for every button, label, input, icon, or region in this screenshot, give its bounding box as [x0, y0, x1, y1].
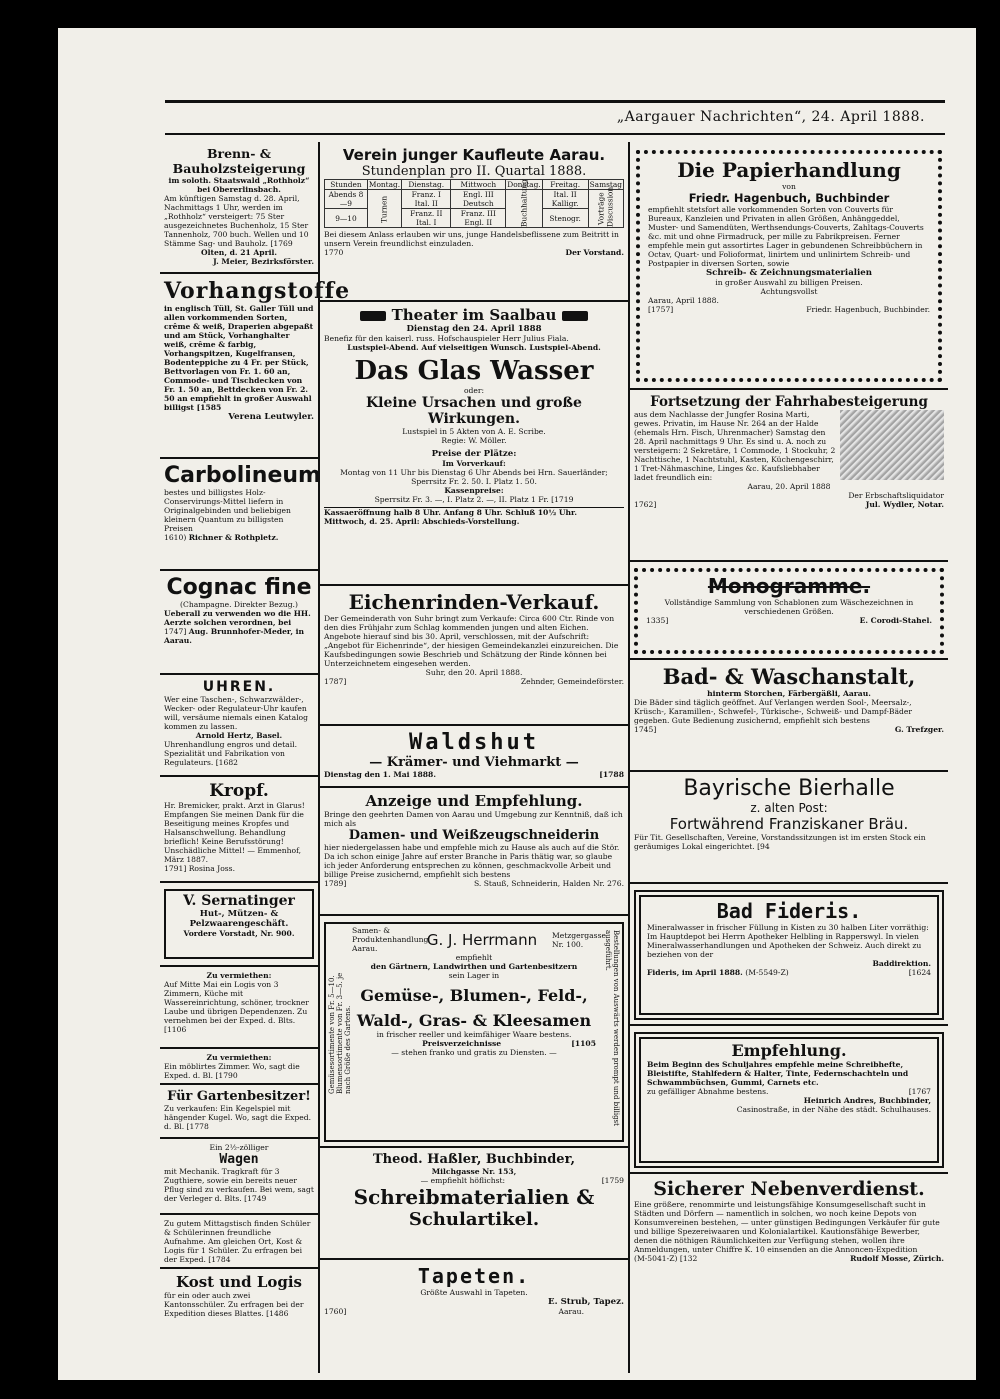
ad-number: [94: [757, 842, 770, 851]
ad-tapeten: [320, 1262, 628, 1342]
schedule-table: [324, 179, 624, 228]
ad-line: Fortwährend Franziskaner Bräu.: [669, 815, 909, 833]
ad-signature: E. Strub, Tapez.: [548, 1297, 624, 1307]
schedule-header-cell: Montag.: [368, 180, 401, 189]
ad-footer: Uhrenhandlung engros und detail. Spezialität und Fabrikation von Regulateurs. [1682: [164, 740, 297, 767]
ad-title: Vorhangstoffe: [164, 278, 351, 304]
ad-title: V. Sernatinger: [183, 893, 295, 909]
ad-title: Theod. Haßler, Buchbinder,: [372, 1152, 576, 1167]
ad-title: G. J. Herrmann: [426, 930, 538, 949]
ad-line: Benefiz für den kaiserl. russ. Hofschauspieler Herr Julius Fiala.: [324, 334, 569, 343]
ad-subtitle: z. alten Post:: [750, 801, 828, 815]
ad-number: 1770: [324, 248, 344, 257]
prices-kasse-text: Sperrsitz Fr. 3. —, I. Platz 2. —, II. Platz 1 Fr. [1719: [374, 495, 574, 504]
ad-title: Anzeige und Empfehlung.: [365, 792, 583, 810]
schedule-cell: Stenogr.: [542, 209, 588, 228]
ad-body: empfiehlt stetsfort alle vorkommenden Sorten von Couverts für Bureaux, Kanzleien und Privaten in allen Größen, Anhänggeddel, Muster- und Samendüten, Werthsendungs-Couverts, Zahltags-Couverts &c. mit und ohne Firmadruck, per mille zu Fabrikpreisen. Ferner empfehle mein gut assortirtes Lager in gebundenen Schreibbüchern in Octav, Quart- und Folioformat, linirtem und unlinirtem Schreib- und Postpapier in diversen Sorten, sowie: [648, 205, 924, 268]
ad-big-2: Schulartikel.: [408, 1209, 540, 1230]
ad-signature: S. Stauß, Schneiderin, Halden Nr. 276.: [473, 879, 624, 888]
play-title: Das Glas Wasser: [354, 356, 594, 386]
schedule-header-cell: Samstag: [589, 180, 622, 189]
schedule-header-cell: Donstag.: [507, 180, 541, 189]
ad-number: 1791]: [164, 864, 187, 873]
ad-zu-vermiethen-2: [160, 1051, 318, 1085]
ad-title: Fortsetzung der Fahrhabesteigerung: [650, 394, 928, 410]
ad-body: Der Gemeinderath von Suhr bringt zum Verkaufe: Circa 600 Ctr. Rinde von den dies Frühjahr zum Schlag kommenden jungen und alten Eichen. Angebote hierauf sind bis 30. April, verschlossen, mit der Aufschrift: „Angebot für Eichenrinde“, der hiesigen Gemeindekanzlei einzureichen. Die Kaufsbedingungen sowie Beschrieb und Schätzung der Rinde können bei Unterzeichnetem eingesehen werden.: [324, 614, 619, 668]
ad-date: Dienstag den 24. April 1888: [406, 324, 542, 334]
ad-uhren: [160, 677, 318, 777]
ad-subtitle: Hut-, Mützen- & Pelzwaarengeschäft.: [189, 909, 289, 929]
ad-title: Eichenrinden-Verkauf.: [348, 590, 600, 614]
ad-pv: Preisverzeichnisse: [422, 1039, 502, 1048]
ad-body: Vollständige Sammlung von Schablonen zum Wäschezeichnen in verschiedenen Größen.: [664, 598, 914, 616]
schedule-header-cell: Freitag.: [542, 180, 588, 190]
ad-right-label: Metzgergasse Nr. 100.: [551, 930, 606, 949]
ad-body: Am künftigen Samstag d. 28. April, Nachmittags 1 Uhr, werden im „Rothholz“ versteigert: 75 Ster ausgezeichnetes Buchenholz, 15 Ster Tannenholz, 700 buch. Wellen und 10 Stämme Sag- und Bauholz. [1769: [164, 194, 309, 248]
ad-date: Dienstag den 1. Mai 1888.: [324, 770, 436, 779]
schedule-cell: Turnen: [367, 190, 401, 228]
ad-waschanstalt: [630, 662, 948, 772]
ad-body: Zu gutem Mittagstisch finden Schüler & Schülerinnen freundliche Aufnahme. Am gleichen Ort, Kost & Logis für 1 Schüler. Zu erfragen bei der Exped. [1784: [164, 1219, 311, 1264]
ad-title: Bayrische Bierhalle: [683, 776, 895, 801]
ad-kost-logis: [160, 1271, 318, 1341]
ad-eichenrinden: [320, 588, 628, 726]
ad-subtitle: (Champagne. Direkter Bezug.): [180, 600, 298, 609]
ad-number: [1105: [571, 1039, 596, 1048]
page-header: [165, 100, 945, 135]
schedule-cell: Buchhaltung: [506, 190, 542, 228]
ad-body: Bringe den geehrten Damen von Aarau und Umgebung zur Kenntniß, daß ich mich als: [324, 810, 623, 828]
ad-big-1: Schreibmaterialien &: [353, 1185, 595, 1209]
ad-ach: Achtungsvollst: [760, 287, 818, 296]
ad-kropf: [160, 779, 318, 883]
ad-body: Mineralwasser in frischer Füllung in Kisten zu 30 halben Liter vorräthig: Im Hauptdepot bei Herrn Apotheker Helbling in Rapperswyl. In vielen Mineralwasserhandlungen und Apotheken der Schweiz. Auch direkt zu beziehen von der: [647, 923, 929, 959]
ad-hassler: [320, 1150, 628, 1260]
ad-body-2: zu gefälliger Abnahme bestens.: [647, 1087, 769, 1096]
ad-note: Bei diesem Anlass erlauben wir uns, junge Handelsbeflissene zum Beitritt in unsern Verein freundlichst einzuladen.: [324, 230, 619, 248]
ad-number: 1789]: [324, 879, 347, 888]
ad-small: in frischer reeller und keimfähiger Waare bestens.: [376, 1030, 572, 1039]
schedule-cell: Franz. I Ital. II: [402, 190, 451, 209]
column-right: [630, 142, 948, 1373]
ad-number: [132: [679, 1254, 698, 1263]
ad-signature: E. Corodi-Stahel.: [859, 616, 932, 625]
ad-bierhalle: [630, 774, 948, 884]
ad-mittagstisch: [160, 1217, 318, 1269]
ad-number: [1759: [601, 1176, 624, 1185]
ad-title: Zu vermiethen:: [206, 971, 272, 980]
side-text-left: Gemüsesortimente von Fr. 5—10. Blumensortimente von Fr. 3—5. je nach Größe des Gartens.: [328, 972, 352, 1094]
ad-body: Für Tit. Gesellschaften, Vereine, Vorstandssitzungen ist im ersten Stock ein geräumiges Lokal eingerichtet.: [634, 833, 926, 851]
ad-body: Die Bäder sind täglich geöffnet. Auf Verlangen werden Sool-, Meersalz-, Krüsch-, Karamillen-, Schwefel-, Türkische-, Schweiß- und Dampf-Bäder gegeben. Gute Bedienung zusichernd, empfiehlt sich bestens: [634, 698, 913, 725]
ad-herrmann: [320, 918, 628, 1148]
ad-big-2: Wald-, Gras- & Kleesamen: [356, 1011, 592, 1030]
ad-signature: Richner & Rothpletz.: [188, 533, 279, 542]
ad-address: Casinostraße, in der Nähe des städt. Schulhauses.: [736, 1105, 931, 1114]
pointing-hand-icon: [360, 311, 386, 321]
ad-signature: Der Vorstand.: [565, 248, 624, 257]
ad-number: [1624: [908, 968, 931, 977]
ad-title: Verein junger Kaufleute Aarau.: [342, 146, 606, 164]
ad-fideris: [630, 886, 948, 1026]
ad-big-1: Gemüse-, Blumen-, Feld-,: [360, 986, 588, 1005]
ad-title: Empfehlung.: [731, 1041, 847, 1060]
ad-body: in englisch Tüll, St. Galler Tüll und allen vorkommenden Sorten, crême & weiß, Draperien abgepaßt und am Stück, Vorhanghalter weiß, crême & farbig, Vorhangspitzen, Kugelfransen, Bodenteppiche zu 4 Fr. per Stück, Bettvorlagen von Fr. 1. 60 an, Commode- und Tischdecken von Fr. 1. 50 an, Bettdecken von Fr. 2. 50 an empfiehlt in großer Auswahl billigst [1585: [164, 304, 314, 412]
ad-signature: G. Trefzger.: [894, 725, 944, 734]
ad-title: Zu vermiethen:: [206, 1053, 272, 1062]
ad-signature: Heinrich Andres, Buchbinder,: [803, 1096, 931, 1105]
ad-name: Friedr. Hagenbuch, Buchbinder: [688, 191, 890, 205]
schedule-header-cell: Dienstag.: [402, 180, 451, 190]
play-regie: Regie: W. Möller.: [441, 436, 507, 445]
ad-body: Beim Beginn des Schuljahres empfehle meine Schreibhefte, Bleistifte, Stahlfedern & Halter, Tinte, Federnschachteln und Schwammbüchsen, Gummi, Carnets etc.: [647, 1060, 909, 1087]
ad-emp: empfiehlt: [455, 953, 493, 962]
schedule-cell: Franz. II Ital. I: [402, 209, 451, 228]
ad-big: Schreib- & Zeichnungsmaterialien: [705, 268, 873, 278]
column-middle: [318, 142, 630, 1373]
ad-title: Die Papierhandlung: [677, 158, 901, 182]
ad-lager: sein Lager in: [448, 971, 500, 980]
ad-signature: Aug. Brunnhofer-Meder, in Aarau.: [164, 627, 305, 645]
ad-von: von: [782, 182, 796, 191]
prices-vv-text: Montag von 11 Uhr bis Dienstag 6 Uhr Abends bei Hrn. Sauerländer; Sperrsitz Fr. 2. 50. I. Platz 1. 50.: [340, 468, 608, 486]
ad-line: Lustspiel-Abend. Auf vielseitigen Wunsch. Lustspiel-Abend.: [347, 343, 601, 352]
ad-line: den Gärtnern, Landwirthen und Gartenbesitzern: [370, 962, 578, 971]
ad-cognac: [160, 573, 318, 675]
ad-gartenbesitzer: [160, 1087, 318, 1139]
ad-code: (M-5549-Z): [745, 968, 789, 977]
ad-pretitle: Ein 2½-zölliger: [209, 1143, 269, 1152]
ad-carbolineum: [160, 461, 321, 571]
ad-code: (M-5041-Z): [634, 1254, 678, 1263]
ad-title: Kost und Logis: [175, 1273, 302, 1291]
ad-body: mit Mechanik. Tragkraft für 3 Zugthiere, sowie ein bereits neuer Pflug sind zu verkaufen. Bei wem, sagt der Verleger d. Blts. [1749: [164, 1167, 314, 1203]
prices-vorverkauf: Im Vorverkauf:: [442, 459, 506, 468]
ad-waldshut: [320, 728, 628, 788]
schedule-cell: 9—10: [325, 209, 368, 228]
ad-title: Brenn- & Bauholzsteigerung: [172, 146, 306, 176]
ad-left-label: Samen- & Produktenhandlung Aarau.: [352, 926, 429, 953]
ad-body: aus dem Nachlasse der Jungfer Rosina Marti, gewes. Privatin, im Hause Nr. 264 an der Halde (ehemals Hrn. Fisch, Uhrenmacher) Samstag den 28. April nachmittags 9 Uhr. Es sind u. A. noch zu versteigern: 2 Sekretäre, 1 Commode, 1 Stockuhr, 2 Nachttische, 1 Nachtstuhl, Kasten, Küchengeschirr, 1 Tret-Nähmaschine, Linges &c. Kaufsliebhaber ladet freundlich ein:: [634, 410, 836, 482]
ad-title: Kropf.: [209, 781, 269, 801]
ad-place: Aarau.: [558, 1307, 584, 1316]
ad-title: Wagen: [219, 1152, 259, 1167]
ad-signature: Friedr. Hagenbuch, Buchbinder.: [806, 305, 930, 314]
ad-zu-vermiethen-1: [160, 969, 318, 1049]
ad-signature: Verena Leutwyler.: [228, 412, 314, 422]
schedule-cell: Engl. III Deutsch: [451, 190, 506, 209]
ad-anzeige: [320, 790, 628, 916]
play-subtitle: Kleine Ursachen und große Wirkungen.: [366, 395, 582, 427]
ad-address: Vordere Vorstadt, Nr. 900.: [183, 929, 295, 938]
ad-foot: — stehen franko und gratis zu Diensten. —: [391, 1048, 557, 1057]
ad-body: Wer eine Taschen-, Schwarzwälder-, Wecker- oder Regulateur-Uhr kaufen will, versäume niemals einen Katalog kommen zu lassen.: [164, 695, 308, 731]
header-title: „Aargauer Nachrichten“, 24. April 1888.: [616, 109, 925, 125]
ad-signature: Rudolf Mosse, Zürich.: [850, 1254, 944, 1263]
ad-papierhandlung: [630, 144, 948, 390]
schedule-cell: Franz. III Engl. II: [451, 209, 506, 228]
ad-body: Eine größere, renommirte und leistungsfähige Konsumgesellschaft sucht in Städten und Dörfern — namentlich in solchen, wo noch keine Depots von Konsumvereinen bestehen, — unter günstigen Bedingungen Verkäufer für gute und billige Spezereiwaaren und Kolonialartikel. Kautionsfähige Bewerber, denen die nöthigen Räumlichkeiten zur Verfügung stehen, wollen ihre Anmeldungen, unter Chiffre K. 10 einsenden an die Annoncen-Expedition: [634, 1200, 940, 1254]
auction-illustration: [840, 410, 944, 480]
ad-title: Carbolineum: [164, 463, 321, 488]
ad-body: Hr. Bremicker, prakt. Arzt in Glarus! Empfangen Sie meinen Dank für die Beseitigung meines Kropfes und Halsanschwellung. Behandlung brieflich! Keine Berufsstörung! Unschädliche Mittel! — Emmenhof, März 1887.: [164, 801, 305, 864]
ad-place: Aarau, 20. April 1888: [747, 482, 831, 491]
ad-dir: Baddirektion.: [872, 959, 931, 968]
ad-number: 1335]: [646, 616, 669, 625]
ad-number: 1762]: [634, 500, 657, 509]
ad-subtitle: im soloth. Staatswald „Rothholz“ bei Obererlinsbach.: [168, 176, 310, 194]
ad-address: Milchgasse Nr. 153,: [431, 1167, 517, 1176]
ad-title: UHREN.: [202, 679, 276, 695]
schedule-cell: Ital. II Kalligr.: [542, 190, 588, 209]
ad-brennholz: [160, 144, 318, 274]
ad-oder: oder:: [463, 386, 485, 395]
ad-title: Bad Fideris.: [716, 899, 862, 923]
ad-number: 1760]: [324, 1307, 347, 1316]
ad-body: Ein möblirtes Zimmer. Wo, sagt die Exped. d. Bl. [1790: [164, 1062, 300, 1080]
ad-number: [1757]: [648, 305, 674, 314]
ad-title: Für Gartenbesitzer!: [167, 1089, 311, 1104]
ad-next: Mittwoch, d. 25. April: Abschieds-Vorstellung.: [324, 517, 520, 526]
ad-signature: Jul. Wydler, Notar.: [865, 500, 944, 509]
ad-signature: Arnold Hertz, Basel.: [195, 731, 283, 740]
ad-signature: Rosina Joss.: [188, 864, 235, 873]
pointing-hand-icon: [562, 311, 588, 321]
ad-theater: [320, 304, 628, 586]
ad-vorhangstoffe: [160, 276, 351, 459]
schedule-row: [325, 190, 624, 209]
schedule-header-cell: Stunden: [325, 180, 368, 190]
ad-emp: — empfiehlt höflichst:: [420, 1176, 506, 1185]
ad-body: für ein oder auch zwei Kantonsschüler. Zu erfragen bei der Expedition dieses Blattes. [1486: [164, 1291, 304, 1318]
ad-title: Bad- & Waschanstalt,: [662, 664, 916, 689]
ad-small: in großer Auswahl zu billigen Preisen.: [715, 278, 863, 287]
ad-number: 1747]: [164, 627, 187, 636]
ad-wagen: [160, 1141, 318, 1215]
ad-number: 1787]: [324, 677, 347, 686]
ad-place: Suhr, den 20. April 1888.: [425, 668, 523, 677]
ad-body: bestes und billigstes Holz-Conservirungs-Mittel liefern in Originalgebinden und beliebigen kleinern Quantum zu billigsten Preisen: [164, 488, 291, 533]
ad-title: Tapeten.: [417, 1264, 531, 1288]
ad-subtitle: Stundenplan pro II. Quartal 1888.: [361, 164, 587, 179]
schedule-header-cell: Mittwoch: [451, 180, 506, 190]
ad-title: Sicherer Nebenverdienst.: [653, 1178, 925, 1200]
prices-title: Preise der Plätze:: [431, 449, 517, 459]
ad-subtitle: Damen- und Weißzeugschneiderin: [348, 828, 600, 843]
ad-signature: Zehnder, Gemeindeförster.: [520, 677, 624, 686]
ad-number: 1745]: [634, 725, 657, 734]
ad-subtitle: Größte Auswahl in Tapeten.: [420, 1288, 528, 1297]
ad-body: Auf Mitte Mai ein Logis von 3 Zimmern, Küche mit Wassereinrichtung, schöner, trockner Laube und übrigen Dependenzen. Zu vernehmen bei der Exped. d. Blts. [1106: [164, 980, 309, 1034]
ad-fahrhabe: [630, 392, 948, 562]
ad-verein: [320, 144, 628, 302]
ad-sernatinger: [160, 885, 318, 967]
ad-body: Zu verkaufen: Ein Kegelspiel mit hängender Kugel. Wo, sagt die Exped. d. Bl. [1778: [164, 1104, 312, 1131]
ad-open: Kassaeröffnung halb 8 Uhr. Anfang 8 Uhr. Schluß 10½ Uhr.: [324, 507, 624, 517]
ad-role: Der Erbschaftsliquidator: [848, 491, 944, 500]
ad-number: 1610): [164, 533, 187, 542]
ad-number: [1767: [908, 1087, 931, 1096]
side-text-right: Bestellungen von Auswärts werden prompt und billigst ausgeführt.: [604, 930, 620, 1126]
ad-title: Waldshut: [409, 730, 539, 755]
prices-kasse: Kassenpreise:: [444, 486, 504, 495]
ad-body: Ueberall zu verwenden wo die HH. Aerzte solchen verordnen, bei: [164, 609, 311, 627]
ad-signature: J. Meier, Bezirksförster.: [213, 257, 314, 266]
ad-subtitle: hinterm Storchen, Färbergäßli, Aarau.: [707, 689, 871, 698]
play-author: Lustspiel in 5 Akten von A. E. Scribe.: [402, 427, 546, 436]
ad-title: Cognac fine: [166, 575, 312, 600]
ad-place: Fideris, im April 1888.: [647, 968, 743, 977]
ad-place: Aarau, April 1888.: [648, 296, 719, 305]
ad-title: Monogramme.: [707, 574, 871, 598]
ad-body-2: hier niedergelassen habe und empfehle mich zu Hause als auch auf die Stör. Da ich schon einige Jahre auf erster Branche in Paris thätig war, so glaube ich jeder Anforderung entsprechen zu können, geschmackvolle Arbeit und billige Preise zusichernd, empfiehlt sich bestens: [324, 843, 620, 879]
schedule-cell: Abends 8—9: [325, 190, 368, 209]
ad-place: Olten, d. 21 April.: [200, 248, 278, 257]
ad-number: [1788: [599, 770, 624, 779]
ad-monogramme: [630, 564, 948, 660]
schedule-cell: Vorträge Discussion: [588, 190, 623, 228]
ad-empfehlung: [630, 1028, 948, 1174]
ad-nebenverdienst: [630, 1176, 948, 1342]
ad-subtitle: — Krämer- und Viehmarkt —: [369, 755, 579, 770]
ad-title: Theater im Saalbau: [391, 306, 557, 324]
